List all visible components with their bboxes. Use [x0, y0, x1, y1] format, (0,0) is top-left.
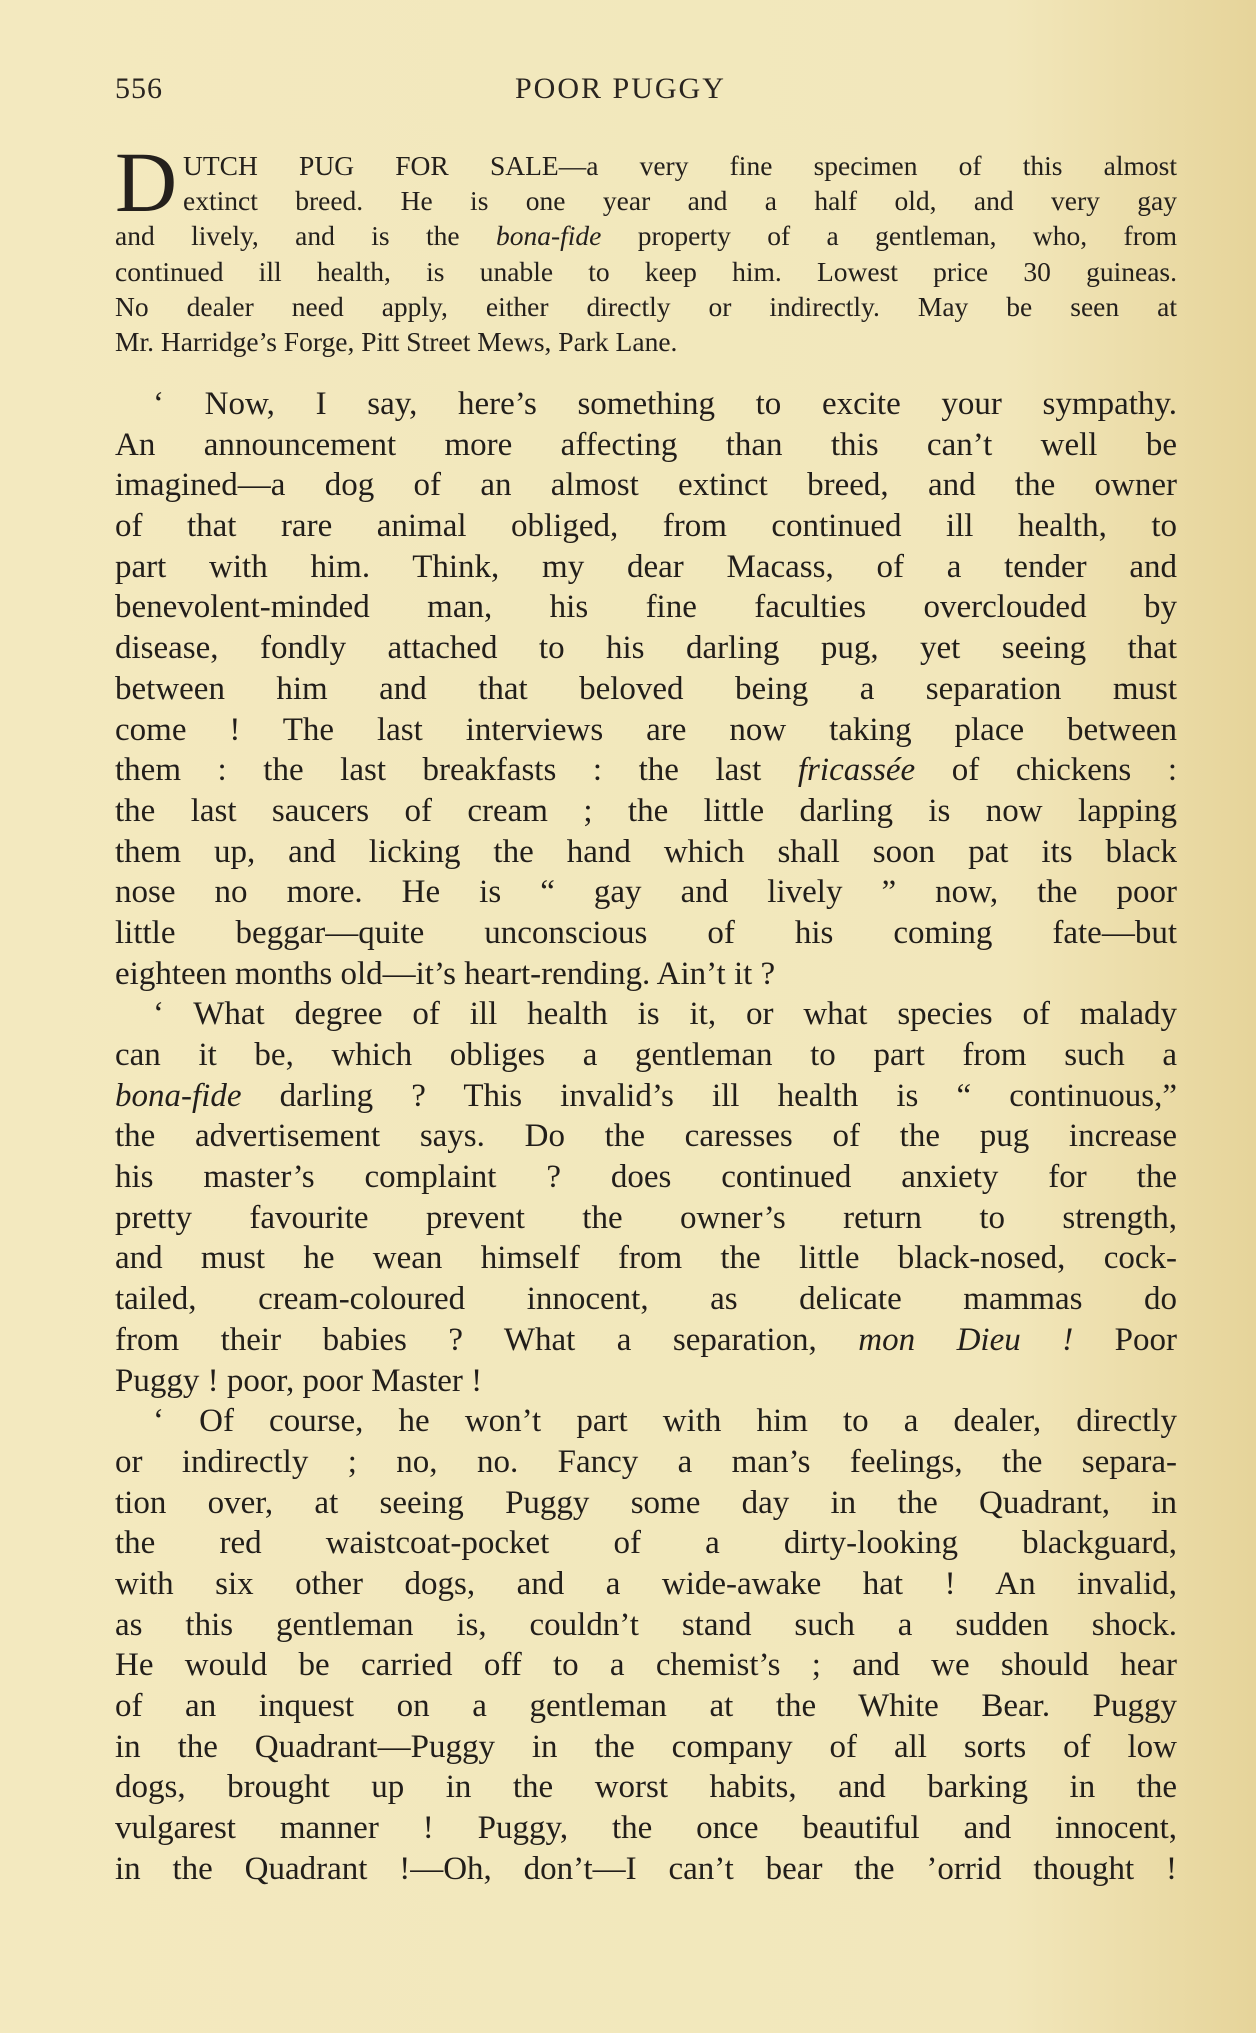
body-line: and must he wean himself from the little black-nosed, cock-: [115, 1240, 1177, 1277]
running-title: POOR PUGGY: [515, 72, 726, 105]
ad-line: continued ill health, is unable to keep him. Lowest price 30 guineas.: [115, 255, 1177, 287]
body-line: of that rare animal obliged, from continued ill health, to: [115, 508, 1177, 545]
body-line: disease, fondly attached to his darling pug, yet seeing that: [115, 630, 1177, 667]
body-line: imagined—a dog of an almost extinct breed, and the owner: [115, 467, 1177, 504]
body-line: pretty favourite prevent the owner’s return to strength,: [115, 1199, 1177, 1236]
body-line: benevolent-minded man, his fine faculties overclouded by: [115, 589, 1177, 626]
body-line: them up, and licking the hand which shall soon pat its black: [115, 833, 1177, 870]
body-line: vulgarest manner ! Puggy, the once beautiful and innocent,: [115, 1810, 1177, 1847]
body-line: ‘ Now, I say, here’s something to excite your sympathy.: [153, 386, 1177, 422]
body-line: He would be carried off to a chemist’s ; and we should hear: [115, 1647, 1177, 1684]
ad-line: extinct breed. He is one year and a half old, and very gay: [183, 185, 1177, 217]
body-line: of an inquest on a gentleman at the White Bear. Puggy: [115, 1688, 1177, 1724]
drop-cap: D: [115, 134, 178, 230]
body-line: bona-fide darling ? This invalid’s ill health is “ continuous,”: [115, 1077, 1177, 1114]
body-line: tion over, at seeing Puggy some day in the Quadrant, in: [115, 1484, 1177, 1521]
page-number: 556: [115, 72, 163, 105]
body-line: part with him. Think, my dear Macass, of a tender and: [115, 548, 1177, 585]
body-line: from their babies ? What a separation, mon Dieu ! Poor: [115, 1321, 1178, 1358]
body-line: eighteen months old—it’s heart-rending. Ain’t it ?: [115, 955, 776, 992]
body-line: with six other dogs, and a wide-awake hat ! An invalid,: [115, 1565, 1177, 1602]
advertisement-block: [115, 134, 1177, 359]
body-line: between him and that beloved being a separation must: [115, 670, 1177, 707]
body-line: his master’s complaint ? does continued anxiety for the: [115, 1159, 1177, 1196]
body-line: ‘ What degree of ill health is it, or what species of malady: [153, 996, 1177, 1033]
body-line: can it be, which obliges a gentleman to part from such a: [115, 1037, 1177, 1073]
body-text: [115, 384, 1177, 1889]
body-line: as this gentleman is, couldn’t stand such a sudden shock.: [115, 1606, 1177, 1643]
ad-line: and lively, and is the bona-fide property of a gentleman, who, from: [115, 220, 1177, 252]
body-line: or indirectly ; no, no. Fancy a man’s feelings, the separa-: [115, 1443, 1177, 1480]
ad-line: No dealer need apply, either directly or indirectly. May be seen at: [115, 290, 1177, 322]
body-line: the advertisement says. Do the caresses of the pug increase: [115, 1118, 1177, 1155]
body-line: Puggy ! poor, poor Master !: [115, 1362, 483, 1399]
body-line: An announcement more affecting than this can’t well be: [115, 426, 1177, 463]
body-line: the last saucers of cream ; the little darling is now lapping: [115, 792, 1177, 829]
body-line: dogs, brought up in the worst habits, and barking in the: [115, 1769, 1177, 1806]
body-line: in the Quadrant !—Oh, don’t—I can’t bear the ’orrid thought !: [115, 1850, 1177, 1887]
body-line: come ! The last interviews are now taking place between: [115, 711, 1177, 748]
ad-line: UTCH PUG FOR SALE—a very fine specimen of this almost: [183, 150, 1177, 181]
body-line: the red waistcoat-pocket of a dirty-looking blackguard,: [115, 1525, 1177, 1562]
body-line: nose no more. He is “ gay and lively ” now, the poor: [115, 874, 1177, 911]
ad-line: Mr. Harridge’s Forge, Pitt Street Mews, Park Lane.: [115, 325, 678, 357]
page-header: [115, 72, 1177, 112]
body-line: them : the last breakfasts : the last fricassée of chickens :: [115, 752, 1177, 789]
body-line: in the Quadrant—Puggy in the company of all sorts of low: [115, 1728, 1177, 1765]
body-line: little beggar—quite unconscious of his coming fate—but: [115, 914, 1177, 951]
body-line: tailed, cream-coloured innocent, as delicate mammas do: [115, 1281, 1177, 1318]
body-line: ‘ Of course, he won’t part with him to a dealer, directly: [153, 1403, 1177, 1440]
